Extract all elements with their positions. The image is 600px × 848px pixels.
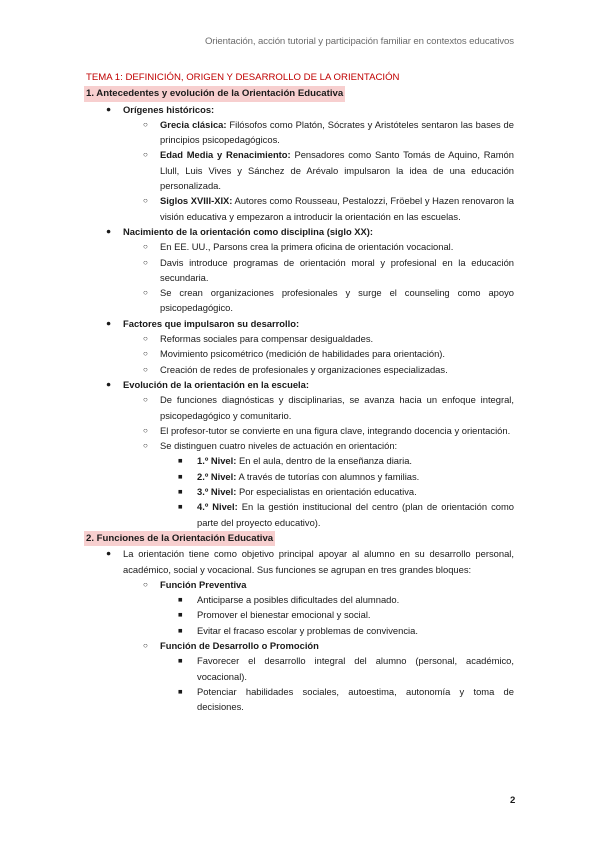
list-item: ○ De funciones diagnósticas y disciplinarias, se avanza hacia un enfoque integral, psicopedagógico y comunitario. [143, 394, 514, 421]
list-item: ■ Evitar el fracaso escolar y problemas de convivencia. [86, 623, 514, 638]
page-number: 2 [510, 795, 516, 806]
square-bullet-icon: ■ [178, 625, 183, 635]
square-bullet-icon: ■ [178, 610, 183, 620]
list-item: ○ Grecia clásica: Filósofos como Platón, Sócrates y Aristóteles sentaron las bases de principios psicopedagógicos. [143, 118, 514, 146]
bullet-nacimiento: ● Nacimiento de la orientación como disciplina (siglo XX): [86, 224, 514, 239]
bullet-dot-icon: ● [106, 103, 112, 114]
list-item: ○ Davis introduce programas de orientación moral y profesional en la educación secundaria. [143, 256, 514, 283]
square-bullet-icon: ■ [178, 656, 183, 666]
chapter-title: TEMA 1: DEFINICIÓN, ORIGEN Y DESARROLLO DE LA ORIENTACIÓN [86, 72, 400, 83]
square-bullet-icon: ■ [178, 471, 183, 481]
square-bullet-icon: ■ [178, 502, 183, 512]
section-heading-2: 2. Funciones de la Orientación Educativa [84, 531, 275, 546]
bullet-factores: ● Factores que impulsaron su desarrollo: [86, 316, 514, 331]
bullet-dot-icon: ● [106, 317, 112, 328]
page-content [86, 70, 514, 714]
list-item: ■ 4.º Nivel: En la gestión institucional del centro (plan de orientación como parte del proyecto educativo). [178, 501, 514, 528]
list-item: ■ 1.º Nivel: En el aula, dentro de la enseñanza diaria. [86, 453, 514, 468]
circle-bullet-icon: ○ [143, 395, 148, 405]
circle-bullet-icon: ○ [143, 441, 148, 451]
circle-bullet-icon: ○ [143, 349, 148, 359]
list-item: ○ Creación de redes de profesionales y organizaciones especializadas. [86, 362, 514, 377]
circle-bullet-icon: ○ [143, 257, 148, 267]
list-item: ■ Potenciar habilidades sociales, autoestima, autonomía y toma de decisiones. [178, 685, 514, 713]
bullet-dot-icon: ● [106, 378, 112, 389]
running-header: Orientación, acción tutorial y participación familiar en contextos educativos [204, 36, 514, 47]
list-item: ○ Se crean organizaciones profesionales y surge el counseling como apoyo psicopedagógico. [143, 287, 514, 314]
list-item: ■ Promover el bienestar emocional y social. [86, 607, 514, 622]
square-bullet-icon: ■ [178, 456, 183, 466]
function-heading: ○ Función de Desarrollo o Promoción [86, 638, 514, 653]
circle-bullet-icon: ○ [143, 579, 148, 589]
circle-bullet-icon: ○ [143, 364, 148, 374]
list-item: ○ Reformas sociales para compensar desigualdades. [86, 331, 514, 346]
circle-bullet-icon: ○ [143, 640, 148, 650]
circle-bullet-icon: ○ [143, 196, 148, 206]
list-item: ○ Movimiento psicométrico (medición de habilidades para orientación). [86, 346, 514, 361]
bullet-dot-icon: ● [106, 548, 112, 559]
list-item: ■ 3.º Nivel: Por especialistas en orientación educativa. [86, 484, 514, 499]
list-item: ■ 2.º Nivel: A través de tutorías con alumnos y familias. [86, 469, 514, 484]
list-item: ○ Siglos XVIII-XIX: Autores como Rousseau, Pestalozzi, Fröebel y Hazen renovaron la visión educativa y empezaron a introducir la orientación en las escuelas. [143, 195, 514, 222]
circle-bullet-icon: ○ [143, 150, 148, 160]
list-item: ○ En EE. UU., Parsons crea la primera oficina de orientación vocacional. [86, 239, 514, 254]
list-item: ○ Edad Media y Renacimiento: Pensadores como Santo Tomás de Aquino, Ramón Llull, Luis Vives y Sánchez de Arévalo impulsaron la idea de una educación personalizada. [143, 149, 514, 192]
circle-bullet-icon: ○ [143, 334, 148, 344]
list-item: ○ El profesor-tutor se convierte en una figura clave, integrando docencia y orientación. [86, 423, 514, 438]
bullet-evolucion: ● Evolución de la orientación en la escuela: [86, 377, 514, 392]
square-bullet-icon: ■ [178, 595, 183, 605]
bullet-origenes: ● Orígenes históricos: [86, 102, 514, 117]
circle-bullet-icon: ○ [143, 425, 148, 435]
function-heading: ○ Función Preventiva [86, 577, 514, 592]
list-item: ○ Se distinguen cuatro niveles de actuación en orientación: [86, 438, 514, 453]
list-item: ■ Anticiparse a posibles dificultades del alumnado. [86, 592, 514, 607]
list-item: ■ Favorecer el desarrollo integral del alumno (personal, académico, vocacional). [178, 655, 514, 682]
square-bullet-icon: ■ [178, 686, 183, 696]
bullet-intro: ● La orientación tiene como objetivo principal apoyar al alumno en su desarrollo personal, académico, social y vocacional. Sus funciones se agrupan en tres grandes bloques: [106, 548, 514, 575]
bullet-dot-icon: ● [106, 225, 112, 236]
circle-bullet-icon: ○ [143, 242, 148, 252]
circle-bullet-icon: ○ [143, 119, 148, 129]
section-heading-1: 1. Antecedentes y evolución de la Orientación Educativa [84, 86, 345, 101]
square-bullet-icon: ■ [178, 487, 183, 497]
circle-bullet-icon: ○ [143, 288, 148, 298]
